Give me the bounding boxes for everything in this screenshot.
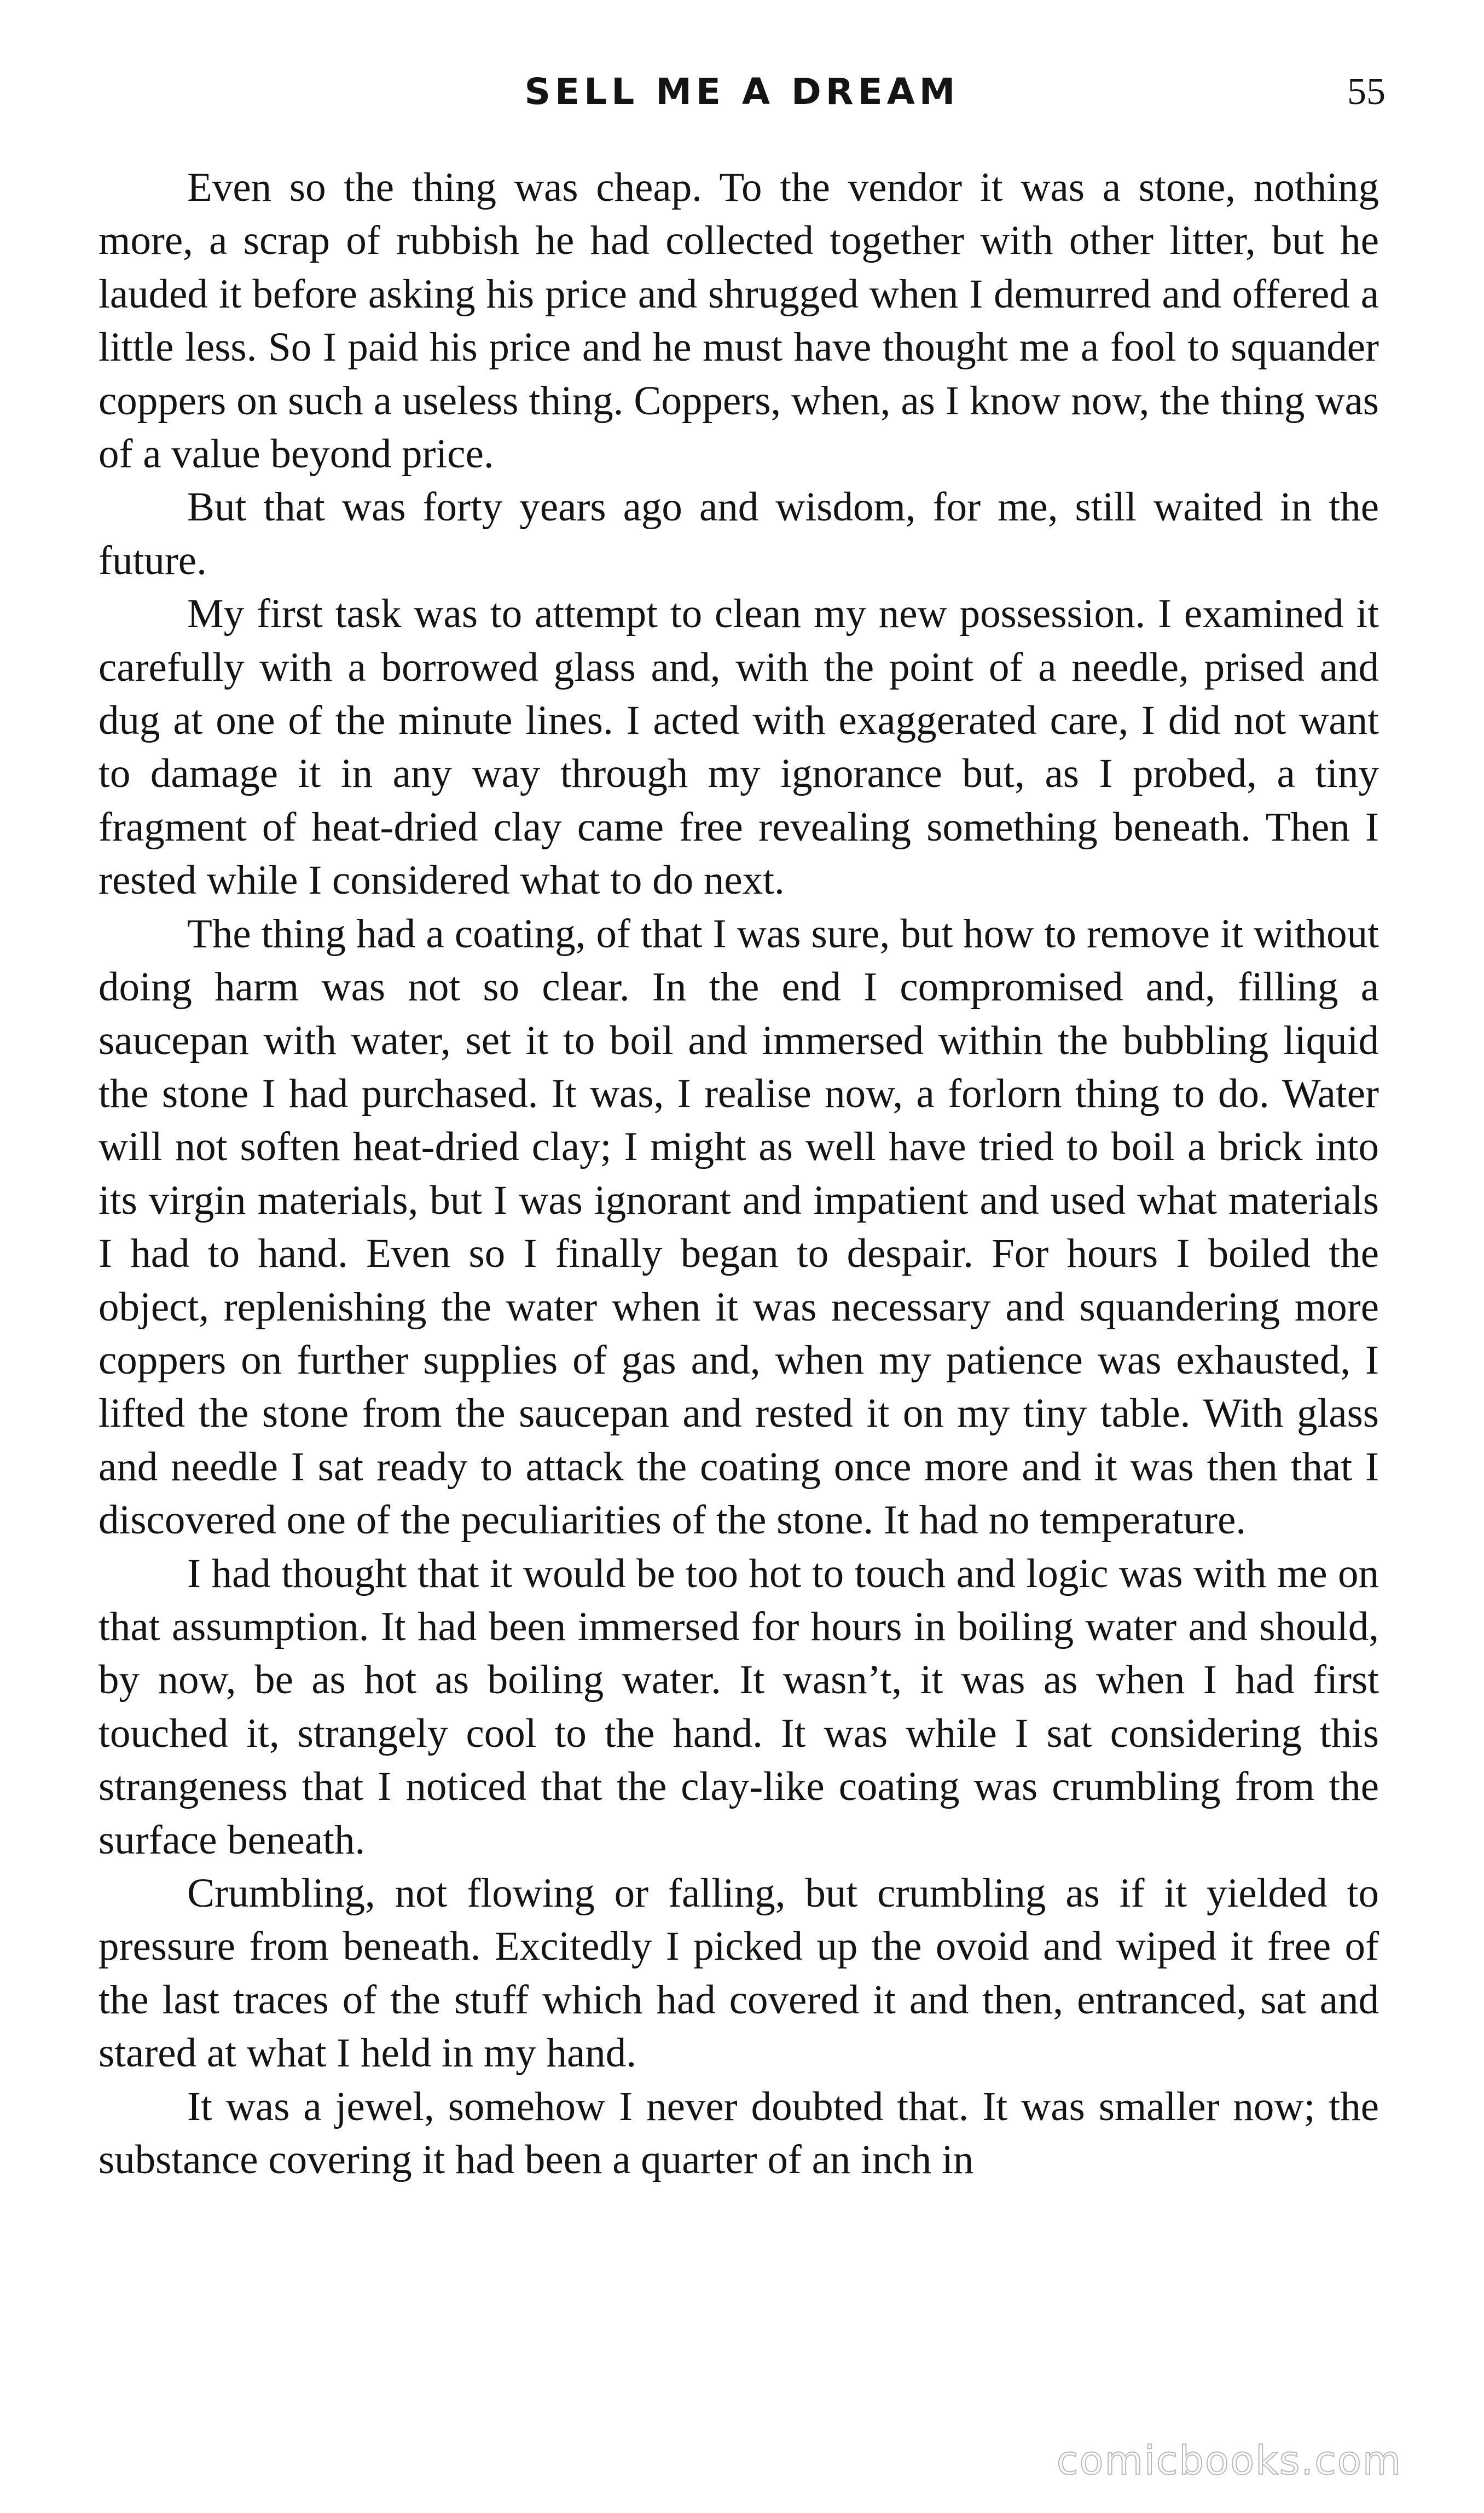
paragraph: Crumbling, not flowing or falling, but crumbling as if it yielded to pressure from beneath. Excitedly I picked up the ovoid and wiped it free of the last traces of the stuff which had covered it and then, entranced, sat and stared at what I held in my hand. [98, 1871, 1379, 2076]
paragraph: The thing had a coating, of that I was sure, but how to remove it without doing harm was not so clear. In the end I compromised and, filling a saucepan with water, set it to boil and immersed within the bubbling liquid the stone I had purchased. It was, I realise now, a forlorn thing to do. Water will not soften heat-dried clay; I might as well have tried to boil a brick into its virgin materials, but I was ignorant and impatient and used what materials I had to hand. Even so I finally began to despair. For hours I boiled the object, replenishing the water when it was necessary and squandering more coppers on further supplies of gas and, when my patience was exhausted, I lifted the stone from the saucepan and rested it on my tiny table. With glass and needle I sat ready to attack the coating once more and it was then that I discovered one of the peculiarities of the stone. It had no temperature. [98, 911, 1379, 1543]
paragraph: It was a jewel, somehow I never doubted that. It was smaller now; the substance covering it had been a quarter of an inch in [98, 2083, 1379, 2183]
watermark: comicbooks.com [1056, 2437, 1402, 2483]
paragraph: Even so the thing was cheap. To the vendor it was a stone, nothing more, a scrap of rubbish he had collected together with other litter, but he lauded it before asking his price and shrugged when I demurred and offered a little less. So I paid his price and he must have thought me a fool to squander coppers on such a useless thing. Coppers, when, as I know now, the thing was of a value beyond price. [98, 165, 1379, 477]
paragraph: My first task was to attempt to clean my new possession. I examined it carefully with a borrowed glass and, with the point of a needle, prised and dug at one of the minute lines. I acted with exaggerated care, I did not want to damage it in any way through my ignorance but, as I probed, a tiny fragment of heat-dried clay came free revealing something beneath. Then I rested while I considered what to do next. [98, 591, 1379, 904]
body-text [98, 161, 1379, 2186]
paragraph: But that was forty years ago and wisdom, for me, still waited in the future. [98, 484, 1379, 583]
running-head [98, 65, 1386, 119]
paragraph: I had thought that it would be too hot to touch and logic was with me on that assumption. It had been immersed for hours in boiling water and should, by now, be as hot as boiling water. It wasn’t, it was as when I had first touched it, strangely cool to the hand. It was while I sat considering this strangeness that I noticed that the clay-like coating was crumbling from the surface beneath. [98, 1550, 1379, 1863]
page-number: 55 [1347, 71, 1386, 113]
running-title: SELL ME A DREAM [524, 71, 960, 113]
